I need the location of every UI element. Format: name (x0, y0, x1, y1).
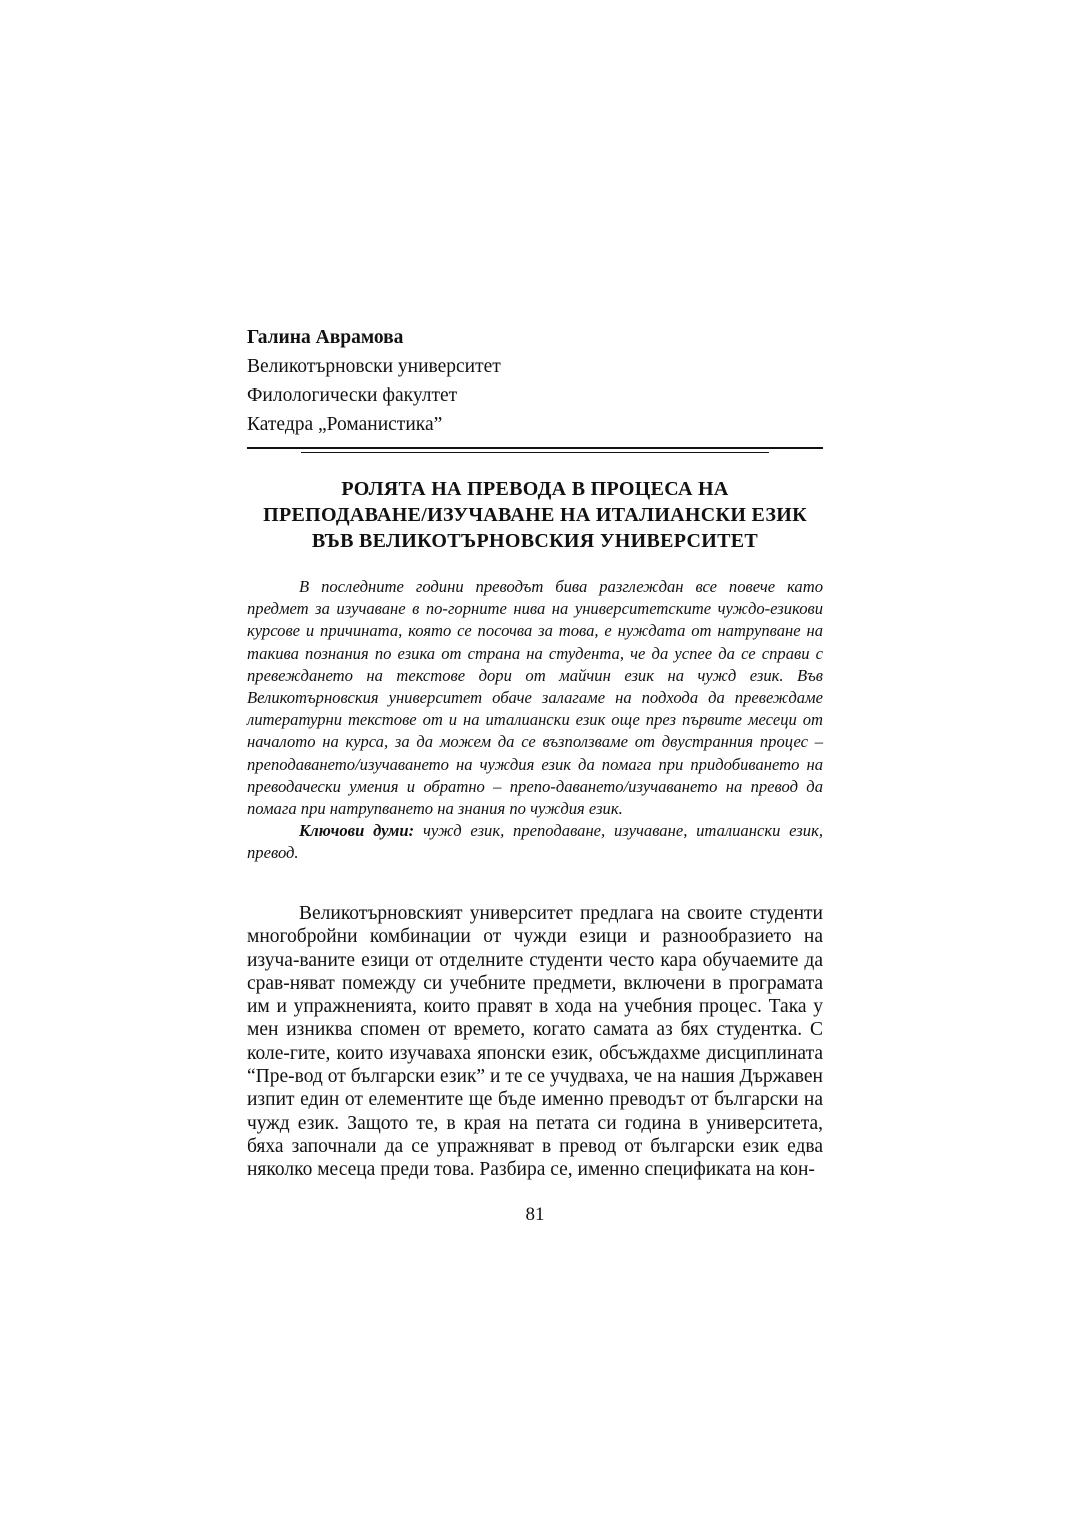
body-text (247, 902, 823, 1182)
author-name: Галина Аврамова (247, 327, 404, 348)
separator-rule-thick (247, 447, 823, 449)
abstract (247, 576, 823, 865)
separator-rule-thin (301, 452, 769, 453)
article-title (247, 476, 823, 554)
author-department: Катедра „Романистика” (247, 414, 443, 435)
title-line-1: РОЛЯТА НА ПРЕВОДА В ПРОЦЕСА НА (341, 478, 729, 500)
body-paragraph-1: Великотърновският университет предлага на своите студенти многобройни комбинации от чужди езици и разнообразието на изуча-ваните езици от отделните студенти често кара обучаемите да срав-няват помежду си учебните предмети, включени в програмата им и упражненията, които правят в хода на учебния процес. Така у мен изниква спомен от времето, когато самата аз бях студентка. С коле-гите, които изучаваха японски език, обсъждахме дисциплината “Пре-вод от български език” и те се учудваха, че на нашия Държавен изпит един от елементите ще бъде именно преводът от български на чужд език. Защото те, в края на петата си година в университета, бяха започнали да се упражняват в превод от български език едва няколко месеца преди това. Разбира се, именно спецификата на кон- (247, 903, 823, 1181)
page-number: 81 (525, 1204, 545, 1225)
document-page (247, 0, 823, 1528)
author-block (247, 323, 823, 439)
keywords-label: Ключови думи: (299, 821, 415, 841)
abstract-text: В последните години преводът бива разглеждан все повече като предмет за изучаване в по-горните нива на университетските чуждо-езикови курсове и причината, която се посочва за това, е нуждата от натрупване на такива познания по езика от страна на студента, че да успее да се справи с превеждането на текстове дори от майчин език на чужд език. Във Великотърновския университет обаче залагаме на подхода да превеждаме литературни текстове от и на италиански език още през първите месеци от началото на курса, за да можем да се възползваме от двустранния процес – преподаването/изучаването на чуждия език да помага при придобиването на преводачески умения и обратно – препо-даването/изучаването на превод да помага при натрупването на знания по чуждия език. (247, 577, 823, 819)
author-faculty: Филологически факултет (247, 385, 458, 406)
title-line-2: ПРЕПОДАВАНЕ/ИЗУЧАВАНЕ НА ИТАЛИАНСКИ ЕЗИК (263, 504, 807, 526)
keywords (247, 820, 823, 864)
author-university: Великотърновски университет (247, 356, 501, 377)
keywords-list: чужд език, преподаване, изучаване, италиански език, превод. (247, 821, 823, 863)
title-line-3: ВЪВ ВЕЛИКОТЪРНОВСКИЯ УНИВЕРСИТЕТ (311, 530, 759, 552)
